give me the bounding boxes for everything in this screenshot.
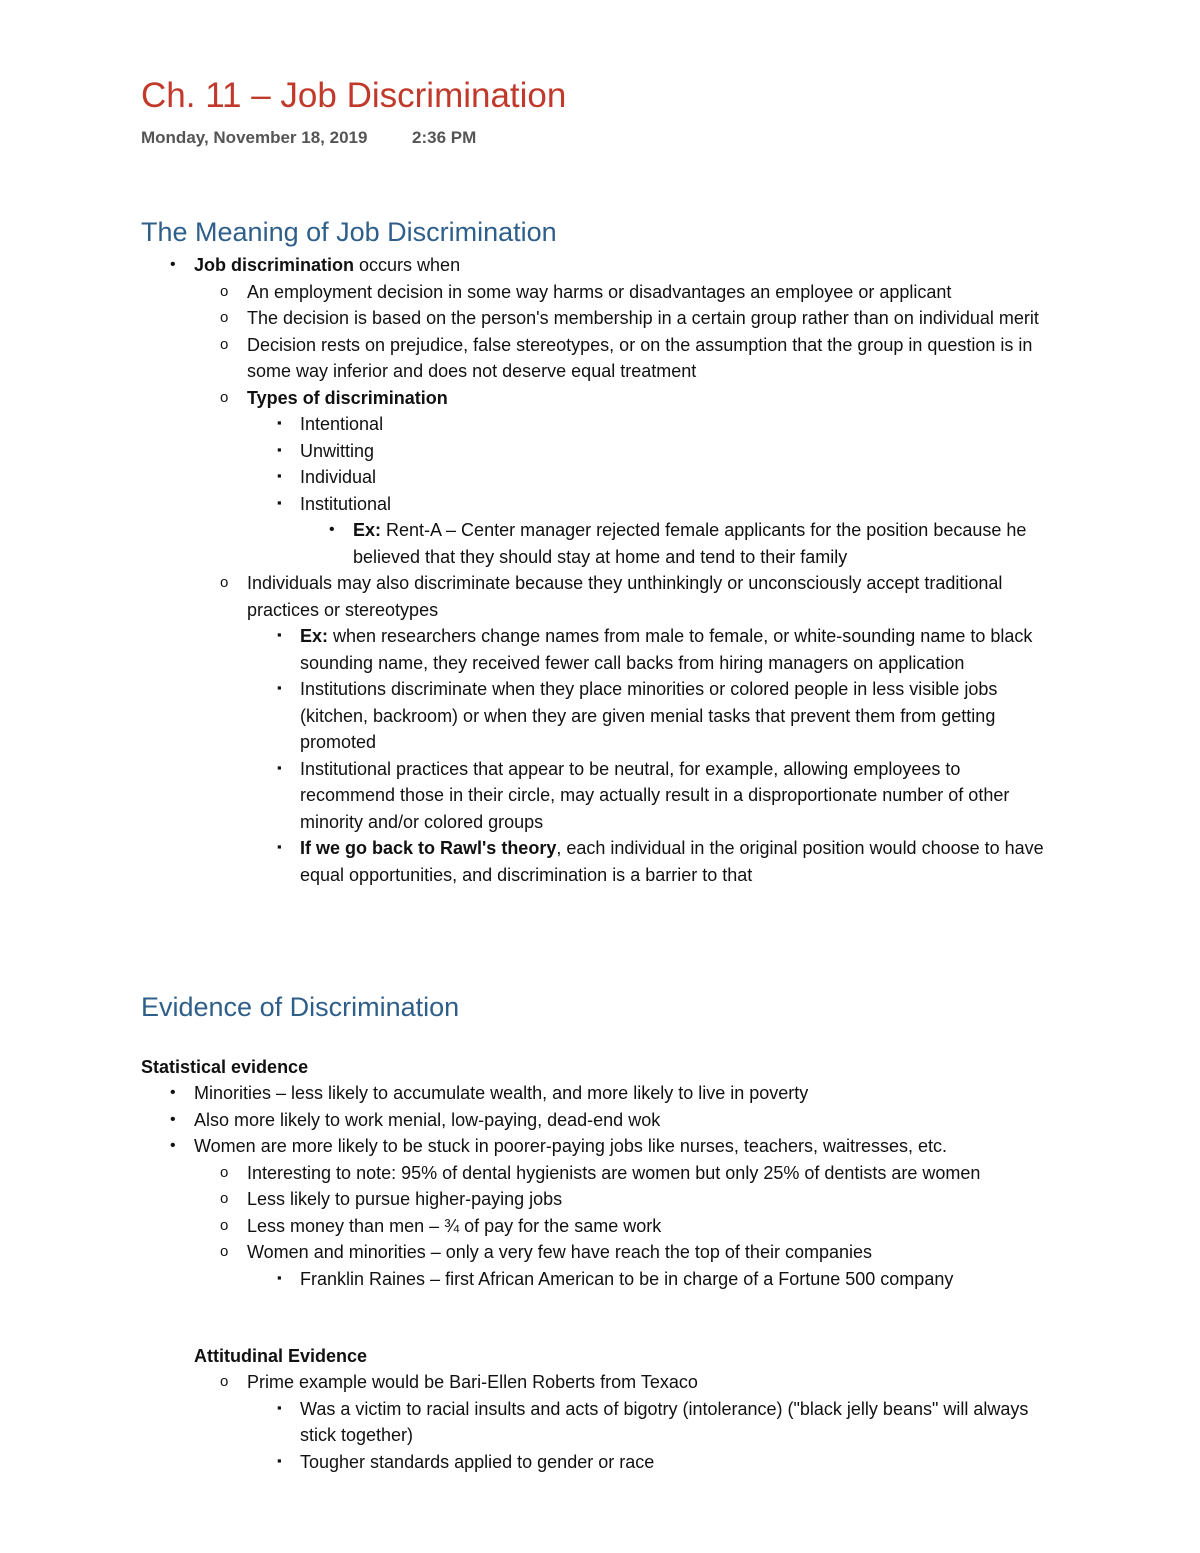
list-item-text: Institutions discriminate when they place minorities or colored people in less visible jobs (kitchen, backroom) or when they are given menial tasks that prevent them from getting promoted: [300, 679, 998, 752]
list-item-text: Individuals may also discriminate because they unthinkingly or unconsciously accept traditional practices or stereotypes: [247, 573, 1003, 620]
list-item-text: Intentional: [300, 414, 384, 434]
circle-bullet-icon: o: [220, 1190, 229, 1207]
term-bold: If we go back to Rawl's theory: [300, 838, 557, 858]
square-bullet-icon: ▪: [277, 1399, 282, 1415]
circle-bullet-icon: o: [220, 1216, 229, 1234]
page-timestamp: [141, 126, 477, 150]
square-bullet-icon: ▪: [277, 1452, 282, 1468]
list-item: [0, 676, 1060, 756]
list-item: [0, 517, 1053, 570]
circle-bullet-icon: o: [220, 335, 229, 353]
list-item: [0, 1080, 1074, 1107]
bullet-icon: •: [170, 256, 176, 273]
bullet-icon: •: [170, 1084, 176, 1101]
list-item: [0, 252, 1074, 279]
list-item-text: Unwitting: [300, 440, 375, 461]
list-item-text: when researchers change names from male to female, or white-sounding name to black sounding name, they received fewer call backs from hiring managers on application: [300, 626, 1033, 673]
list-item: [0, 1449, 1060, 1476]
subheading-attitudinal: Attitudinal Evidence: [194, 1346, 368, 1366]
subheading-statistical: Statistical evidence: [141, 1057, 309, 1077]
list-item-text: occurs when: [354, 255, 461, 275]
list-item-text: Interesting to note: 95% of dental hygienists are women but only 25% of dentists are women: [247, 1162, 981, 1183]
square-bullet-icon: ▪: [277, 627, 282, 642]
list-item: [0, 1107, 1074, 1134]
list-item-text: Women are more likely to be stuck in poorer-paying jobs like nurses, teachers, waitresses, etc.: [194, 1136, 947, 1156]
list-item: [0, 305, 1057, 332]
list-item: [0, 411, 1060, 438]
list-item-text: Institutional: [300, 493, 392, 514]
list-item: [0, 570, 1057, 623]
section-heading-meaning: The Meaning of Job Discrimination: [141, 217, 557, 247]
square-bullet-icon: ▪: [277, 759, 282, 775]
list-item-text: Less money than men – ¾ of pay for the same work: [247, 1215, 662, 1236]
list-item: [0, 1213, 1057, 1240]
list-item-text: Decision rests on prejudice, false stereotypes, or on the assumption that the group in question is in some way inferior and does not deserve equal treatment: [247, 334, 1033, 381]
circle-bullet-icon: o: [220, 1373, 229, 1390]
statistical-list: [0, 1080, 1200, 1292]
circle-bullet-icon: o: [220, 309, 229, 326]
square-bullet-icon: ▪: [277, 1269, 282, 1285]
list-item-text: Tougher standards applied to gender or race: [300, 1451, 655, 1472]
square-bullet-icon: ▪: [277, 468, 282, 483]
bullet-icon: •: [170, 1110, 176, 1128]
section-heading-evidence: Evidence of Discrimination: [141, 992, 460, 1022]
meaning-list: [0, 252, 1200, 888]
list-item-text: Institutional practices that appear to be neutral, for example, allowing employees to recommend those in their circle, may actually result in a disproportionate number of other minority and/or colored groups: [300, 758, 1010, 832]
list-item-text: An employment decision in some way harms or disadvantages an employee or applicant: [247, 281, 952, 302]
list-item-text: Was a victim to racial insults and acts of bigotry (intolerance) ("black jelly beans" will always stick together): [300, 1398, 1029, 1445]
page-time: 2:36 PM: [412, 128, 477, 147]
square-bullet-icon: ▪: [277, 415, 282, 430]
list-item-text: , each individual in the original position would choose to have equal opportunities, and discrimination is a barrier to that: [300, 838, 1044, 885]
list-item-text: Minorities – less likely to accumulate wealth, and more likely to live in poverty: [194, 1083, 809, 1103]
page-date: Monday, November 18, 2019: [141, 128, 368, 147]
list-item-text: Also more likely to work menial, low-paying, dead-end wok: [194, 1109, 661, 1130]
list-item-text: Types of discrimination: [247, 387, 448, 408]
list-item: [0, 332, 1057, 385]
square-bullet-icon: ▪: [277, 839, 282, 854]
square-bullet-icon: ▪: [277, 441, 282, 457]
list-item: [0, 491, 1060, 518]
list-item-text: Individual: [300, 467, 377, 487]
list-item: [0, 756, 1060, 836]
list-item: [0, 1396, 1060, 1449]
circle-bullet-icon: o: [220, 1163, 229, 1181]
square-bullet-icon: ▪: [277, 494, 282, 510]
list-item-text: The decision is based on the person's membership in a certain group rather than on individual merit: [247, 308, 1039, 328]
bullet-icon: •: [329, 521, 335, 538]
list-item: [0, 1266, 1060, 1293]
list-item-text: Rent-A – Center manager rejected female applicants for the position because he believed that they should stay at home and tend to their family: [353, 520, 1027, 567]
circle-bullet-icon: o: [220, 388, 229, 406]
page-title: Ch. 11 – Job Discrimination: [141, 76, 567, 115]
list-item-text: Women and minorities – only a very few have reach the top of their companies: [247, 1242, 872, 1262]
list-item: [0, 279, 1057, 306]
list-item: [0, 1160, 1007, 1187]
list-item: [0, 385, 1057, 412]
example-label: Ex:: [300, 626, 329, 646]
list-item: [0, 1369, 1057, 1396]
attitudinal-list: [0, 1369, 1200, 1475]
circle-bullet-icon: o: [220, 574, 229, 591]
circle-bullet-icon: o: [220, 1243, 229, 1260]
list-item: [0, 464, 1060, 491]
list-item-text: Franklin Raines – first African American to be in charge of a Fortune 500 company: [300, 1268, 954, 1289]
list-item: [0, 623, 1060, 676]
list-item: [0, 1186, 1057, 1213]
list-item: [0, 835, 1060, 888]
list-item: [0, 438, 1060, 465]
example-label: Ex:: [353, 520, 382, 540]
list-item-text: Less likely to pursue higher-paying jobs: [247, 1189, 563, 1209]
list-item: [0, 1133, 1094, 1160]
circle-bullet-icon: o: [220, 282, 229, 300]
term-bold: Job discrimination: [194, 255, 355, 275]
bullet-icon: •: [170, 1137, 176, 1154]
square-bullet-icon: ▪: [277, 680, 282, 695]
list-item: [0, 1239, 1057, 1266]
list-item-text: Prime example would be Bari-Ellen Roberts from Texaco: [247, 1372, 698, 1392]
